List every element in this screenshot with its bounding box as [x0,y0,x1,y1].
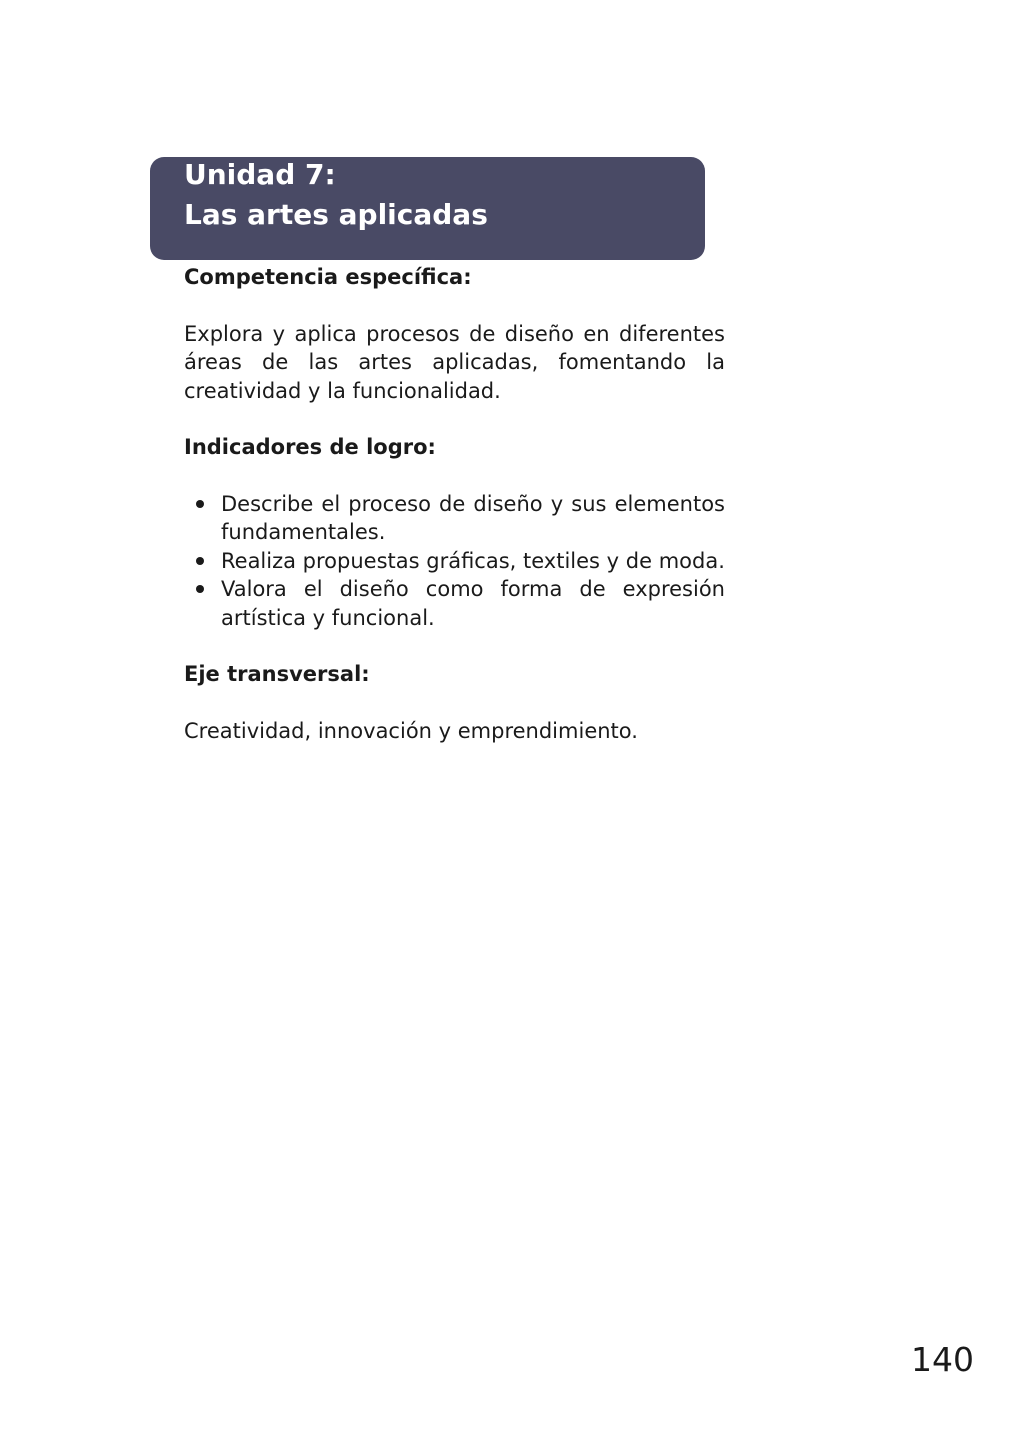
list-item [184,547,725,576]
eje-heading: Eje transversal: [184,662,370,686]
bullet-icon [196,500,204,508]
competencia-text: Explora y aplica procesos de diseño en diferentes áreas de las artes aplicadas, fomentando la creatividad y la funcionalidad. [184,321,725,403]
bullet-icon [196,585,204,593]
unit-number: Unidad 7: [184,158,336,191]
list-item-text: Realiza propuestas gráficas, textiles y de moda. [221,548,725,573]
indicadores-list [184,490,725,633]
competencia-heading: Competencia específica: [184,265,472,289]
list-item-text: Valora el diseño como forma de expresión artística y funcional. [221,577,725,630]
list-item [184,575,725,632]
indicadores-heading: Indicadores de logro: [184,435,436,459]
page-number: 140 [911,1340,974,1379]
list-item-text: Describe el proceso de diseño y sus elementos fundamentales. [221,491,725,544]
eje-text: Creatividad, innovación y emprendimiento. [184,718,638,743]
unit-title-banner [150,157,705,260]
bullet-icon [196,557,204,565]
list-item [184,490,725,547]
unit-title: Las artes aplicadas [184,198,488,231]
unit-content [184,263,725,745]
